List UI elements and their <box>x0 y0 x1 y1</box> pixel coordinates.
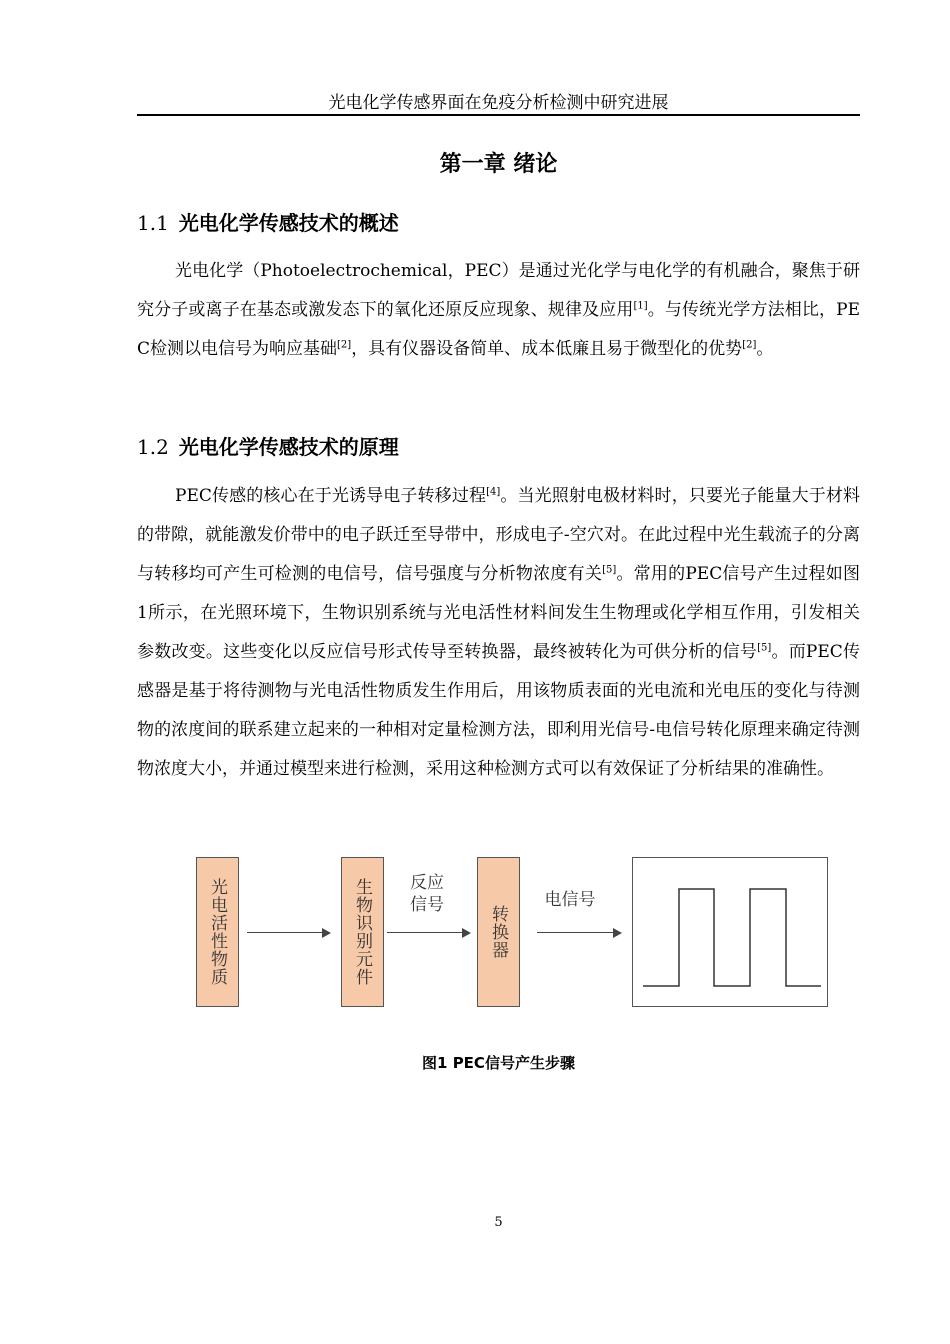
arrow-right-icon <box>247 932 329 933</box>
paragraph-overview <box>137 252 860 369</box>
pec-signal-figure <box>190 850 840 1012</box>
transducer-box <box>477 857 520 1007</box>
paragraph-principle <box>137 477 860 789</box>
chapter-title: 第一章 绪论 <box>439 152 558 177</box>
box-label: 生物识别元件 <box>352 878 372 986</box>
text-run: 光电化学（Photoelectrochemical，PEC）是通过光化学与电化学的有机融合，聚焦于研究分子或离子在基态或激发态下的氧化还原反应现象、规律及应用 <box>137 261 860 320</box>
reaction-signal-label <box>400 872 454 916</box>
section-heading-1-1 <box>137 209 860 237</box>
page-number: 5 <box>494 1215 503 1230</box>
citation: [5] <box>757 642 772 654</box>
label-line: 反应 <box>410 873 444 893</box>
arrow-right-icon <box>387 932 469 933</box>
photoactive-material-box <box>196 857 239 1007</box>
text-run: 。当光照射电极材料时，只要光子能量大于材料的带隙，就能激发价带中的电子跃迁至导带中，形成电子-空穴对。在此过程中光生载流子的分离与转移均可产生可检测的电信号，信号强度与分析物浓度有关 <box>137 486 860 584</box>
square-wave-icon <box>633 858 826 1005</box>
text-run: 。 <box>756 339 774 359</box>
box-label: 光电活性物质 <box>207 878 227 986</box>
citation: [4] <box>486 486 501 498</box>
section-number: 1.1 <box>137 211 169 235</box>
running-header: 光电化学传感界面在免疫分析检测中研究进展 <box>328 93 669 113</box>
box-label: 转换器 <box>488 905 508 959</box>
signal-plot-frame <box>632 857 828 1007</box>
section-number: 1.2 <box>137 435 169 459</box>
bio-recognition-element-box <box>341 857 384 1007</box>
text-run: PEC传感的核心在于光诱导电子转移过程 <box>175 486 487 506</box>
electric-signal-label: 电信号 <box>544 890 596 910</box>
arrow-right-icon <box>537 932 620 933</box>
section-heading-1-2 <box>137 433 860 461</box>
text-run: 。与传统光学方法相比，PEC检测以电信号为响应基础 <box>137 300 860 359</box>
text-run: ，具有仪器设备简单、成本低廉且易于微型化的优势 <box>351 339 743 359</box>
citation: [5] <box>602 564 617 576</box>
section-title: 光电化学传感技术的概述 <box>178 211 399 235</box>
text-run: 。而PEC传感器是基于将待测物与光电活性物质发生作用后，用该物质表面的光电流和光电压的变化与待测物的浓度间的联系建立起来的一种相对定量检测方法，即利用光信号-电信号转化原理来确定待测物浓度大小，并通过模型来进行检测，采用这种检测方式可以有效保证了分析结果的准确性。 <box>137 642 861 779</box>
citation: [2] <box>742 339 757 351</box>
citation: [1] <box>633 300 648 312</box>
figure-caption: 图1 PEC信号产生步骤 <box>422 1054 575 1072</box>
section-title: 光电化学传感技术的原理 <box>178 435 399 459</box>
label-line: 信号 <box>410 895 444 915</box>
text-run: 。常用的PEC信号产生过程如图1所示，在光照环境下，生物识别系统与光电活性材料间发生生物理或化学相互作用，引发相关参数改变。这些变化以反应信号形式传导至转换器，最终被转化为可供分析的信号 <box>137 564 861 662</box>
citation: [2] <box>337 339 352 351</box>
header-rule <box>137 114 860 116</box>
